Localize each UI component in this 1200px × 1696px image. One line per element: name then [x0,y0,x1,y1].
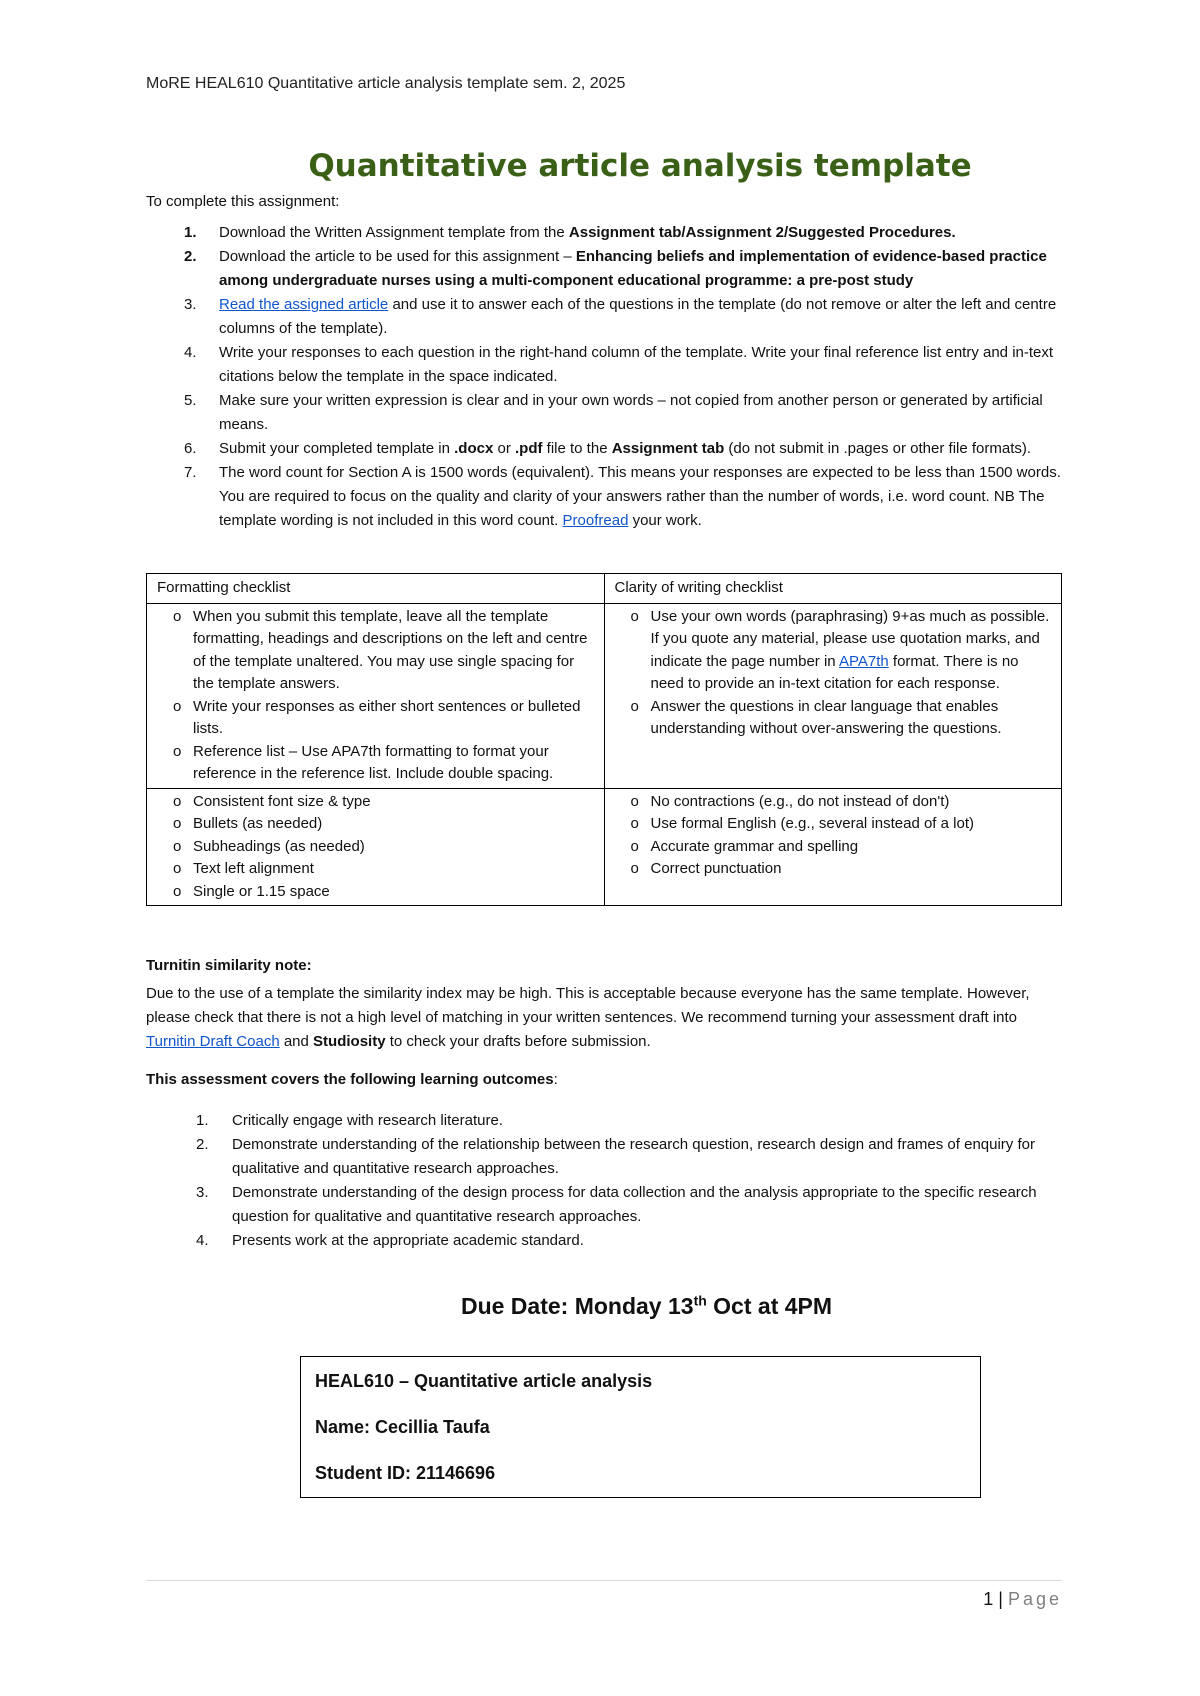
outcome-item [146,1109,1066,1133]
instruction-number: 1. [184,224,197,241]
checklist-item: o Bullets (as needed) [157,813,596,836]
checklist-item: o Write your responses as either short sentences or bulleted lists. [157,696,596,741]
checklist-text: format. There is no need to provide an in-text citation for each response. [650,652,1019,692]
page-label: Page [1007,1589,1062,1609]
footer-divider [146,1580,1062,1581]
instruction-number: 4. [184,344,197,361]
instruction-number: 3. [184,296,197,313]
outcome-number: 1. [196,1112,209,1129]
turnitin-draft-coach-link[interactable]: Turnitin Draft Coach [146,1033,280,1050]
due-date-suffix: Oct at 4PM [706,1293,833,1319]
checklist-item: o No contractions (e.g., do not instead of don't) [615,791,1054,814]
outcome-number: 2. [196,1136,209,1153]
due-date-prefix: Due Date: Monday 13 [460,1293,694,1319]
outcomes-heading [146,1071,558,1088]
intro-text: To complete this assignment: [146,193,340,210]
turnitin-note [146,982,1066,1054]
instruction-item [146,221,1066,245]
course-title: HEAL610 – Quantitative article analysis [315,1371,653,1391]
article-title: Enhancing beliefs and implementation of evidence-based practice among undergraduate nurses using a multi-component educational programme: a pre-post study [219,248,1047,289]
outcomes-heading-text: This assessment covers the following learning outcomes [146,1071,554,1088]
checklist-table [146,573,1062,906]
page-separator: | [993,1589,1008,1609]
instruction-text: Make sure your written expression is clear and in your own words – not copied from another person or generated by artificial means. [219,392,1043,433]
running-header: MoRE HEAL610 Quantitative article analysis template sem. 2, 2025 [146,75,626,92]
instruction-text: (do not submit in .pages or other file formats). [724,440,1032,457]
outcome-item [146,1181,1066,1229]
instruction-item [146,461,1066,533]
proofread-link[interactable]: Proofread [562,512,629,529]
turnitin-text: to check your drafts before submission. [385,1033,651,1050]
due-date-ordinal: th [693,1292,707,1309]
checklist-text: Use your own words (paraphrasing) 9+as much as possible. If you quote any material, please use quotation marks, and indicate the page number in [650,607,1050,670]
outcome-item [146,1133,1066,1181]
page-number: 1 [983,1589,994,1609]
checklist-item: o Use formal English (e.g., several instead of a lot) [615,813,1054,836]
checklist-header-row [147,574,1062,604]
student-info-box [300,1356,981,1498]
instructions-list [146,221,1066,533]
checklist-item: o Subheadings (as needed) [157,836,596,859]
instruction-item [146,389,1066,437]
instruction-text: Submit your completed template in [219,440,455,457]
instruction-text: your work. [628,512,702,529]
instruction-number: 6. [184,440,197,457]
turnitin-text: and [279,1033,314,1050]
outcomes-list [146,1109,1066,1253]
outcome-number: 4. [196,1232,209,1249]
checklist-item: o Single or 1.15 space [157,881,596,904]
instruction-item [146,293,1066,341]
checklist-item: o Text left alignment [157,858,596,881]
checklist-item: o Answer the questions in clear language that enables understanding without over-answering the questions. [615,696,1054,741]
instruction-emphasis: Assignment tab/Assignment 2/Suggested Procedures. [568,224,956,241]
read-article-link[interactable]: Read the assigned article [219,296,389,313]
instruction-text: The word count for Section A is 1500 words (equivalent). This means your responses are expected to be less than 1500 words. You are required to focus on the quality and clarity of your answers rather than the number of words, i.e. word count. NB The template wording is not included in this word count. [219,464,1061,529]
instruction-item [146,341,1066,389]
instruction-text: and use it to answer each of the questions in the template (do not remove or alter the left and centre columns of the template). [219,296,1057,337]
assignment-tab-label: Assignment tab [611,440,725,457]
checklist-item [615,606,1054,696]
formatting-checklist-header: Formatting checklist [147,574,605,604]
checklist-row [147,603,1062,788]
instruction-number: 2. [184,248,197,265]
turnitin-text: Due to the use of a template the similarity index may be high. This is acceptable because everyone has the same template. However, please check that there is not a high level of matching in your written sentences. We recommend turning your assessment draft into [146,985,1030,1026]
instruction-text: or [493,440,515,457]
outcome-text: Presents work at the appropriate academic standard. [232,1232,584,1249]
clarity-cell [604,603,1062,788]
studiosity-label: Studiosity [313,1033,386,1050]
instruction-text: Download the article to be used for this assignment – [219,248,576,265]
checklist-item: o Consistent font size & type [157,791,596,814]
checklist-item: o Accurate grammar and spelling [615,836,1054,859]
instruction-text: Download the Written Assignment template from the [219,224,569,241]
instruction-item [146,437,1066,461]
formatting-cell [147,603,605,788]
due-date [0,1293,1200,1320]
instruction-number: 7. [184,464,197,481]
turnitin-heading: Turnitin similarity note: [146,957,312,974]
instruction-text: file to the [542,440,612,457]
outcome-text: Demonstrate understanding of the relationship between the research question, research design and frames of enquiry for qualitative and quantitative research approaches. [232,1136,1035,1177]
clarity-cell [604,788,1062,906]
checklist-item: o Reference list – Use APA7th formatting to format your reference in the reference list. Include double spacing. [157,741,596,786]
student-id: Student ID: 21146696 [315,1463,496,1483]
docx-format: .docx [454,440,494,457]
clarity-checklist-header: Clarity of writing checklist [604,574,1062,604]
outcome-text: Demonstrate understanding of the design process for data collection and the analysis appropriate to the specific research question for qualitative and quantitative research approaches. [232,1184,1037,1225]
pdf-format: .pdf [515,440,543,457]
instruction-item [146,245,1066,293]
checklist-item: o Correct punctuation [615,858,1054,881]
document-title: Quantitative article analysis template [308,148,972,184]
outcome-number: 3. [196,1184,209,1201]
instruction-text: Write your responses to each question in the right-hand column of the template. Write your final reference list entry and in-text citations below the template in the space indicated. [219,344,1054,385]
outcome-item [146,1229,1066,1253]
student-name: Name: Cecillia Taufa [315,1417,490,1437]
outcomes-heading-colon: : [553,1071,558,1088]
page-footer [983,1589,1062,1610]
instruction-number: 5. [184,392,197,409]
formatting-cell [147,788,605,906]
checklist-row [147,788,1062,906]
apa7th-link[interactable]: APA7th [838,652,889,670]
checklist-item: o When you submit this template, leave all the template formatting, headings and descriptions on the left and centre of the template unaltered. You may use single spacing for the template answers. [157,606,596,696]
outcome-text: Critically engage with research literature. [232,1112,503,1129]
